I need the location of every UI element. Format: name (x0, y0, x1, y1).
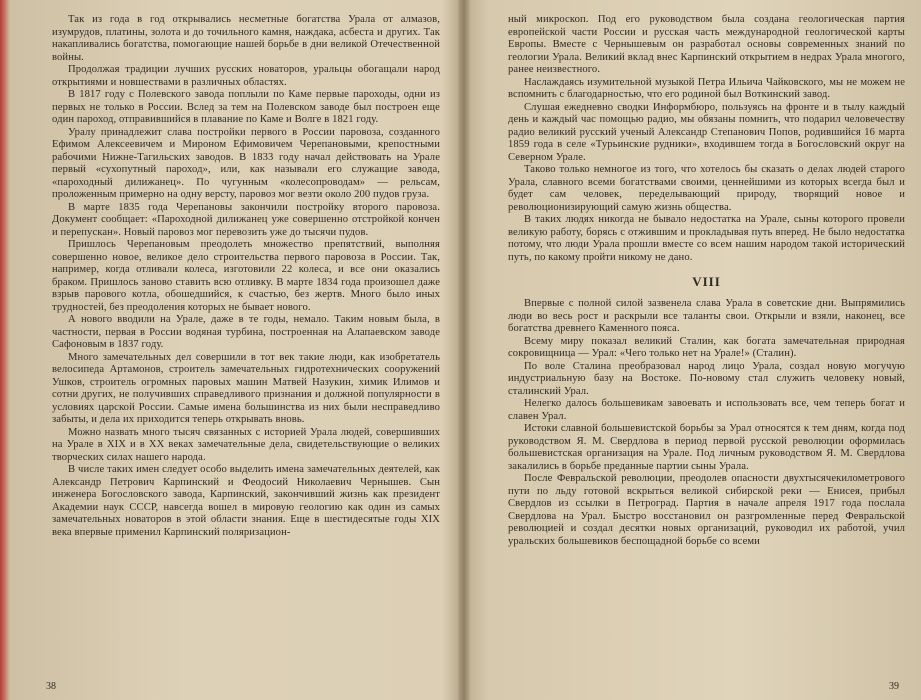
paragraph: В числе таких имен следует особо выделить имена замечательных деятелей, как Александр Петрович Карпинский и Феодосий Николаевич Чернышев. Сын инженера Богословского завода, Карпинский, закончивший жизнь как президент Академии наук СССР, навсегда вошел в мировую геологию как один из самых замечательных новаторов в этой области знания. Еще в шестидесятые годы XIX века впервые применил Карпинский поляризацион- (52, 464, 440, 538)
paragraph: Нелегко далось большевикам завоевать и использовать все, чем теперь богат и славен Урал. (508, 398, 905, 422)
paragraph: По воле Сталина преобразовал народ лицо Урала, создал новую могучую индустриальную базу на Востоке. По-новому стал служить человеку новый, сталинский Урал. (508, 360, 905, 397)
paragraph: Наслаждаясь изумительной музыкой Петра Ильича Чайковского, мы не можем не вспомнить с благодарностью, что его родиной был Воткинский завод. (508, 76, 905, 100)
section-heading: VIII (692, 274, 721, 289)
paragraph: Таково только немногое из того, что хотелось бы сказать о делах людей старого Урала, славного всеми богатствами своими, ценнейшими из которых всегда был и будет сам человек, переделывающий природу, творящий новое и революционизирующий самую жизнь общества. (508, 164, 905, 213)
paragraph: Впервые с полной силой зазвенела слава Урала в советские дни. Выпрямились люди во весь рост и раскрыли все таланты свои. Открыли и взяли, наконец, все богатства древнего Каменного пояса. (508, 298, 905, 334)
paragraph: Продолжая традиции лучших русских новаторов, уральцы обогащали народ открытиями и новшествами в различных областях. (52, 64, 440, 88)
paragraph: В таких людях никогда не бывало недостатка на Урале, сыны которого провели великую работу, борясь с отжившим и прокладывая путь вперед. Не было недостатка потому, что люди Урала прошли вместе со всем нашим народом такой исторический путь, по какому пройти никому не дано. (508, 214, 905, 263)
paragraph: Так из года в год открывались несметные богатства Урала от алмазов, изумрудов, платины, золота и до точильного камня, наждака, асбеста и других. Так накапливались богатства, помогающие нашей борьбе в дни великой Отечественной войны. (52, 14, 440, 63)
paragraph: В 1817 году с Полевского завода поплыли по Каме первые пароходы, одни из первых не только в России. Вслед за тем на Полевском заводе был построен еще один пароход, отправившийся в плавание по Каме и Волге в 1821 году. (52, 89, 440, 125)
paragraph: А нового вводили на Урале, даже в те годы, немало. Таким новым была, в частности, первая в России водяная турбина, построенная на Алапаевском заводе Сафоновым в 1837 году. (52, 314, 440, 350)
paragraph: Истоки славной большевистской борьбы за Урал относятся к тем дням, когда под руководством Я. М. Свердлова в период первой русской революции оформилась большевистская организация на Урале. Под личным руководством Я. М. Свердлова закалились в борьбе преданные партии сыны Урала. (508, 423, 905, 472)
paragraph: В марте 1835 года Черепановы закончили постройку второго паровоза. Документ сообщает: «Пароходной дилижанец уже совершенно отстройкой кончен и перепускан». Новый паровоз мог перевозить уже до тысячи пудов. (52, 201, 440, 238)
paragraph: Пришлось Черепановым преодолеть множество препятствий, выполняя совершенно новое, великое дело строительства первого паровоза в России. Так, например, когда отливали колеса, изготовили 22 колеса, и все они оказались браком. Пришлось заново ставить всю отливку. В марте 1834 года произошел даже взрыв парового котла, обошедшийся, к счастью, без жертв. Много было иных трудностей, без преодоления которых не бывает нового. (52, 239, 440, 313)
right-page (466, 0, 921, 700)
page-number: 38 (46, 681, 56, 692)
paragraph: Можно назвать много тысяч связанных с историей Урала людей, совершивших на Урале в XIX и в XX веках замечательные дела, свидетельствующие о великих творческих силах нашего народа. (52, 426, 440, 463)
paragraph: Уралу принадлежит слава постройки первого в России паровоза, созданного Ефимом Алексеевичем и Мироном Ефимовичем Черепановыми, крепостными рабочими Нижне-Тагильских заводов. В 1833 году начал действовать на Урале первый «сухопутный пароход», или, как называли его служащие завода, «пароходный дилижанец». По чугунным «колесопроводам» — рельсам, проложенным примерно на одну версту, паровоз мог везти около 200 пудов груза. (52, 126, 440, 200)
paragraph: ный микроскоп. Под его руководством была создана геологическая партия европейской части России и русская часть международной геологической карты Европы. Вместе с Чернышевым он разработал основы современных знаний по геологии Урала. Великий вклад внес Карпинский открытием в недрах Урала многого, ранее неизвестного. (508, 14, 905, 75)
paragraph: После Февральской революции, преодолев опасности двухтысячекилометрового пути по льду готовой вскрыться великой сибирской реки — Енисея, прибыл Свердлов из ссылки в Петроград. Партия в начале апреля 1917 года послала Свердлова на Урал. Быстро восстановил он разгромленные перед Февральской революцией и создал десятки новых организаций, руководил их работой, учил уральских большевиков беспощадной борьбе со всеми (508, 473, 905, 547)
page-number: 39 (889, 681, 899, 692)
paragraph: Много замечательных дел совершили в тот век такие люди, как изобретатель велосипеда Артамонов, строитель замечательных гидротехнических сооружений Ушков, строитель огромных паровых машин Матвей Назукин, химик Илимов и сотни других, не получивших справедливого признания и должной популярности в условиях царской России. Самые имена большинства из них были несправедливо забыты, и дела их приходится теперь открывать вновь. (52, 351, 440, 425)
paragraph: Слушая ежедневно сводки Информбюро, пользуясь на фронте и в тылу каждый день и каждый час помощью радио, мы обязаны помнить, что подарил человечеству радио великий русский ученый Александр Степанович Попов, родившийся 16 марта 1859 года в селе «Турьинские рудники», входившем тогда в Богословский округ на Северном Урале. (508, 101, 905, 163)
paragraph: Всему миру показал великий Сталин, как богата замечательная природная сокровищница — Урал: «Чего только нет на Урале!» (Сталин). (508, 335, 905, 359)
